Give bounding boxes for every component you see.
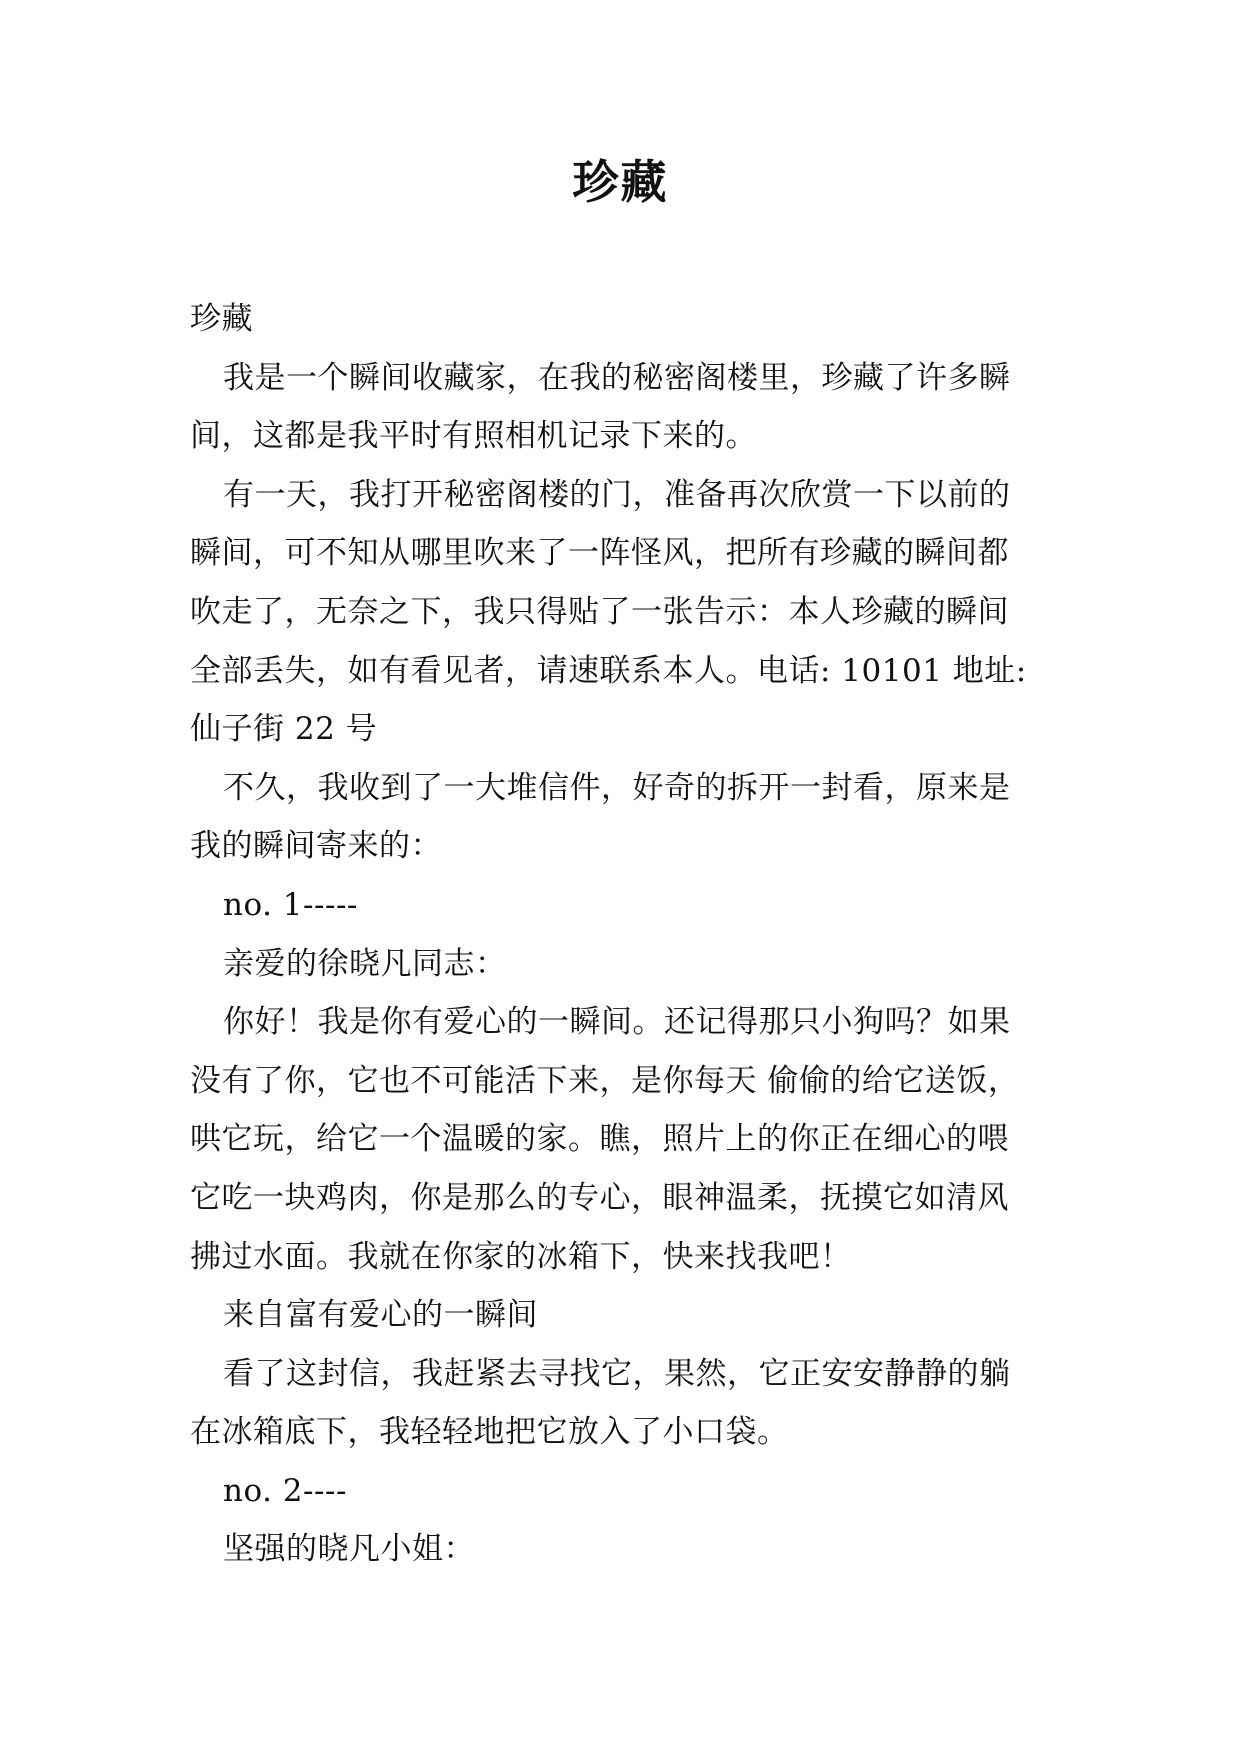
paragraph-line: 它吃一块鸡肉，你是那么的专心，眼神温柔，抚摸它如清风 [190,1179,1009,1216]
paragraph-line: 我是一个瞬间收藏家，在我的秘密阁楼里，珍藏了许多瞬 [223,359,1011,396]
paragraph-line: 不久，我收到了一大堆信件，好奇的拆开一封看，原来是 [223,769,1011,806]
paragraph-line: 在冰箱底下，我轻轻地把它放入了小口袋。 [190,1414,789,1451]
letter-salutation: 坚强的晓凡小姐： [223,1531,475,1568]
paragraph-line: 看了这封信，我赶紧去寻找它，果然，它正安安静静的躺 [223,1355,1011,1392]
paragraph-line: 哄它玩，给它一个温暖的家。瞧，照片上的你正在细心的喂 [190,1121,1009,1158]
document-body [190,290,1052,1579]
paragraph-line: 我的瞬间寄来的： [190,828,442,865]
letter-number-heading: no. 2---- [223,1472,347,1509]
document-title: 珍藏 [572,155,669,209]
paragraph-line: 拂过水面。我就在你家的冰箱下，快来找我吧！ [190,1238,852,1275]
paragraph-line: 没有了你，它也不可能活下来，是你每天 偷偷的给它送饭， [190,1062,1020,1099]
paragraph-line: 你好！我是你有爱心的一瞬间。还记得那只小狗吗？如果 [223,1004,1011,1041]
paragraph-line: 珍藏 [190,301,253,337]
paragraph-line: 间，这都是我平时有照相机记录下来的。 [190,418,757,455]
letter-signature: 来自富有爱心的一瞬间 [223,1297,538,1334]
letter-salutation: 亲爱的徐晓凡同志： [223,945,507,982]
letter-number-heading: no. 1----- [223,886,358,923]
paragraph-line: 瞬间，可不知从哪里吹来了一阵怪风，把所有珍藏的瞬间都 [190,535,1009,572]
paragraph-line: 有一天，我打开秘密阁楼的门，准备再次欣赏一下以前的 [223,476,1011,513]
paragraph-line: 吹走了，无奈之下，我只得贴了一张告示：本人珍藏的瞬间 [190,593,1009,630]
paragraph-line: 全部丢失，如有看见者，请速联系本人。电话: 10101 地址: [190,652,1027,689]
paragraph-line: 仙子街 22 号 [190,711,378,748]
